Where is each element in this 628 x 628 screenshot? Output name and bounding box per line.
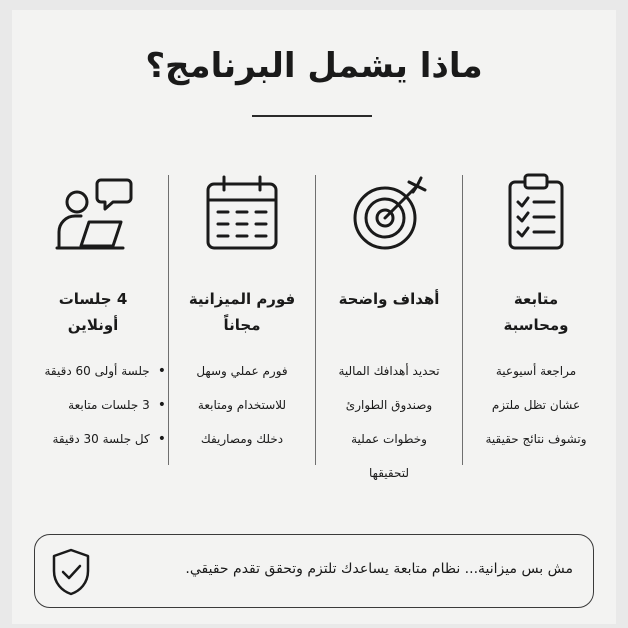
shield-check-icon xyxy=(49,547,93,597)
footer-banner xyxy=(34,534,594,608)
feature-heading: متابعة ومحاسبة xyxy=(503,290,569,334)
feature-heading: فورم الميزانية مجاناً xyxy=(188,290,296,334)
page-title: ماذا يشمل البرنامج؟ xyxy=(145,46,483,86)
clipboard-checklist-icon xyxy=(494,172,578,256)
feature-description: تحديد أهدافك المالية وصندوق الطوارئ وخطوات عملية لتحقيقها xyxy=(338,364,440,480)
target-arrow-icon xyxy=(347,172,431,256)
feature-heading: 4 جلسات أونلاين xyxy=(58,290,128,334)
feature-heading: أهداف واضحة xyxy=(338,290,440,308)
feature-description: فورم عملي وسهل للاستخدام ومتابعة دخلك ومصاريفك xyxy=(196,364,288,446)
calendar-icon xyxy=(200,172,284,256)
session-list xyxy=(20,354,166,456)
list-item: • كل جلسة 30 دقيقة xyxy=(20,422,166,456)
feature-followup xyxy=(463,172,609,456)
footer-text: مش بس ميزانية... نظام متابعة يساعدك تلتزم وتحقق تقدم حقيقي. xyxy=(185,561,573,577)
title-underline xyxy=(252,115,372,117)
list-item: • جلسة أولى 60 دقيقة xyxy=(20,354,166,388)
online-session-icon xyxy=(51,172,135,256)
feature-online-sessions xyxy=(20,172,166,456)
list-item: • 3 جلسات متابعة xyxy=(20,388,166,422)
feature-goals xyxy=(316,172,462,490)
feature-budget-form xyxy=(169,172,315,456)
feature-description: مراجعة أسيوعية عشان تظل ملتزم وتشوف نتائج حقيقية xyxy=(485,364,587,446)
